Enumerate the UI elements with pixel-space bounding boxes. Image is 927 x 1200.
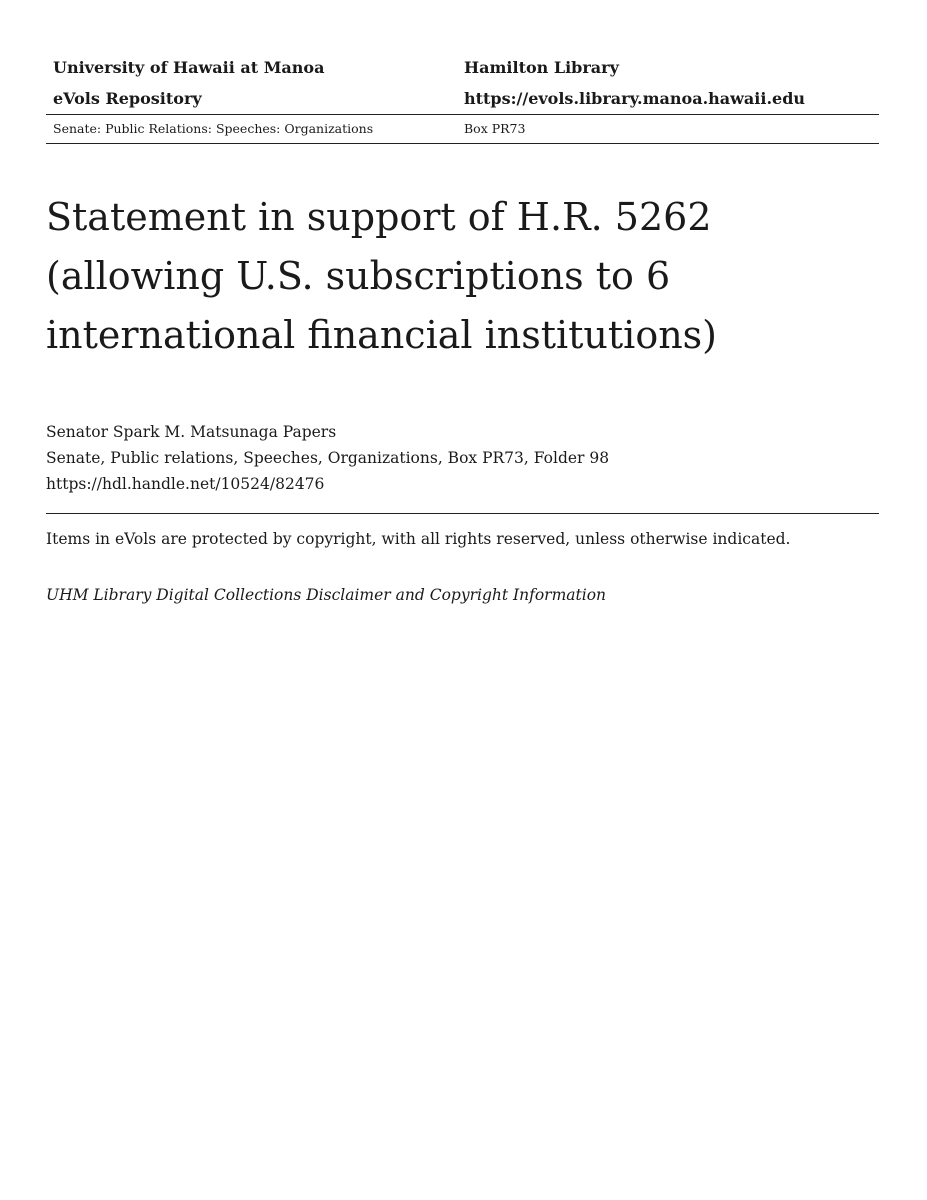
- box-label: Box PR73: [464, 121, 526, 136]
- repository-url[interactable]: https://evols.library.manoa.hawaii.edu: [464, 89, 806, 108]
- header-row-2: [46, 83, 879, 114]
- disclaimer-link[interactable]: UHM Library Digital Collections Disclaimer and Copyright Information: [46, 586, 607, 604]
- header-divider-bottom: [46, 143, 879, 144]
- handle-link[interactable]: https://hdl.handle.net/10524/82476: [46, 475, 325, 493]
- header-row-1: [46, 52, 879, 83]
- document-metadata: [46, 419, 879, 497]
- content-divider: [46, 513, 879, 514]
- collection-path: Senate: Public Relations: Speeches: Organizations: [53, 121, 374, 136]
- library-name: Hamilton Library: [464, 58, 619, 77]
- institution-name: University of Hawaii at Manoa: [53, 58, 325, 77]
- copyright-notice: Items in eVols are protected by copyright, with all rights reserved, unless otherwise indicated.: [46, 530, 791, 548]
- document-title: Statement in support of H.R. 5262 (allowing U.S. subscriptions to 6 international financial institutions): [46, 195, 718, 357]
- header: [46, 52, 879, 144]
- header-row-3: [46, 115, 879, 143]
- folder-location: Senate, Public relations, Speeches, Organizations, Box PR73, Folder 98: [46, 449, 610, 467]
- repository-name: eVols Repository: [53, 89, 202, 108]
- collection-name: Senator Spark M. Matsunaga Papers: [46, 423, 337, 441]
